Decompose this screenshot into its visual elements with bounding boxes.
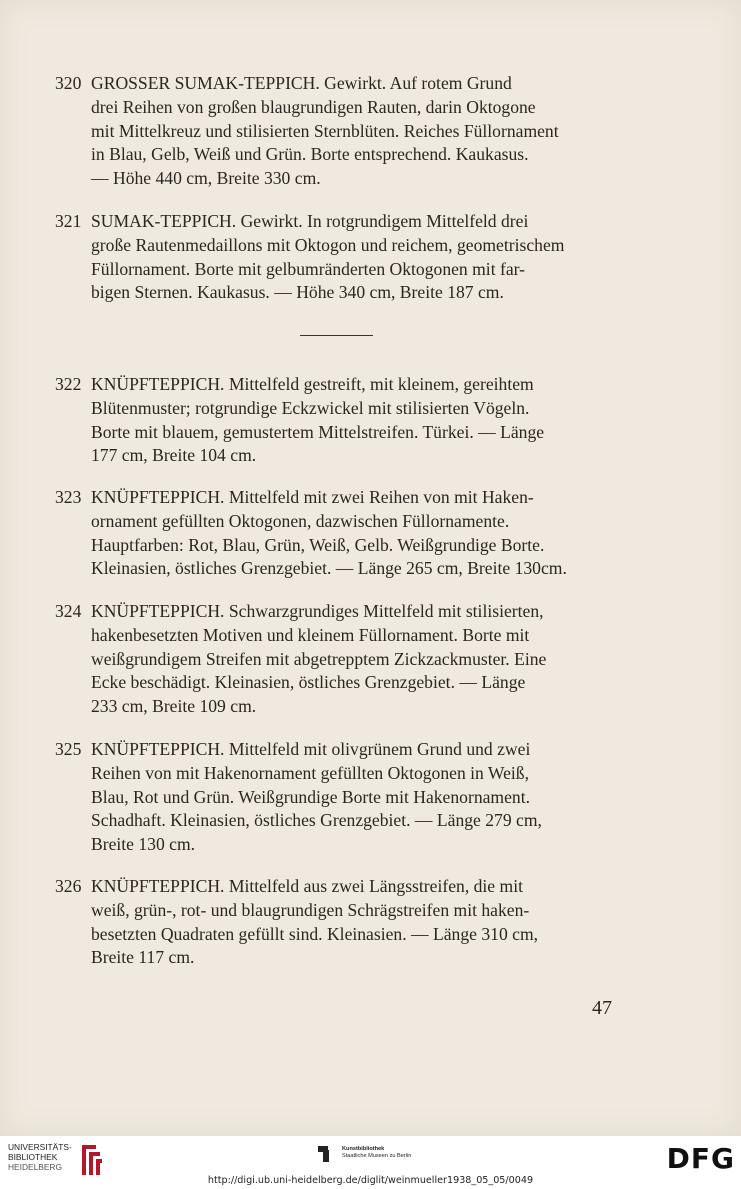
text-line: KNÜPFTEPPICH. Mittelfeld gestreift, mit kleinem, gereihtem <box>91 374 534 394</box>
catalog-entry-322 <box>55 373 617 468</box>
text-line: große Rautenmedaillons mit Oktogon und reichem, geometrischem <box>91 234 565 255</box>
logo-line: HEIDELBERG <box>8 1162 62 1172</box>
entry-text <box>91 72 617 191</box>
text-line: Schadhaft. Kleinasien, östliches Grenzgebiet. — Länge 279 cm, <box>91 810 542 831</box>
catalog-entry-325 <box>55 738 617 857</box>
lot-number: 326 <box>55 876 82 896</box>
logo-line: UNIVERSITÄTS- <box>8 1142 72 1152</box>
entry-text <box>91 373 617 468</box>
catalog-entry-321 <box>55 210 617 305</box>
text-line: Füllornament. Borte mit gelbumränderten Oktogonen mit far- <box>91 258 526 279</box>
entry-text <box>91 210 617 305</box>
text-line: 233 cm, Breite 109 cm. <box>91 696 257 717</box>
text-line: Reihen von mit Hakenornament gefüllten Oktogonen in Weiß, <box>91 762 530 783</box>
logo-line: Kunstbibliothek <box>342 1146 385 1152</box>
kunstbibliothek-wordmark <box>342 1146 411 1160</box>
footer-bar <box>0 1136 741 1189</box>
lot-number: 323 <box>55 487 82 507</box>
section-divider <box>300 335 373 336</box>
text-line: weiß, grün-, rot- und blaugrundigen Schrägstreifen mit haken- <box>91 899 530 920</box>
text-line: SUMAK-TEPPICH. Gewirkt. In rotgrundigem Mittelfeld drei <box>91 211 529 231</box>
entry-text <box>91 600 617 719</box>
permalink-url[interactable]: http://digi.ub.uni-heidelberg.de/diglit/weinmueller1938_05_05/0049 <box>207 1175 534 1186</box>
lot-number: 321 <box>55 211 82 231</box>
text-line: Blau, Rot und Grün. Weißgrundige Borte mit Hakenornament. <box>91 786 531 807</box>
lot-number: 322 <box>55 374 82 394</box>
entry-text <box>91 875 617 970</box>
lot-number: 325 <box>55 739 82 759</box>
text-line: in Blau, Gelb, Weiß und Grün. Borte entsprechend. Kaukasus. <box>91 144 529 165</box>
text-line: KNÜPFTEPPICH. Schwarzgrundiges Mittelfeld mit stilisierten, <box>91 601 544 621</box>
logo-line: Staatliche Museen zu Berlin <box>342 1153 412 1159</box>
entry-text <box>91 486 617 581</box>
lot-number: 324 <box>55 601 82 621</box>
text-line: drei Reihen von großen blaugrundigen Rauten, darin Oktogone <box>91 96 536 117</box>
text-line: — Höhe 440 cm, Breite 330 cm. <box>91 168 321 189</box>
text-line: KNÜPFTEPPICH. Mittelfeld mit zwei Reihen von mit Haken- <box>91 487 534 507</box>
page-number: 47 <box>592 997 612 1019</box>
kunstbibliothek-mark-icon <box>316 1144 340 1164</box>
university-library-wordmark <box>8 1142 78 1172</box>
text-line: besetzten Quadraten gefüllt sind. Kleinasien. — Länge 310 cm, <box>91 923 539 944</box>
kunstbibliothek-logo[interactable] <box>316 1144 436 1166</box>
text-line: bigen Sternen. Kaukasus. — Höhe 340 cm, Breite 187 cm. <box>91 282 504 303</box>
dfg-logo[interactable]: DFG <box>666 1142 735 1175</box>
text-line: ornament gefüllten Oktogonen, dazwischen Füllornamente. <box>91 510 510 531</box>
entry-text <box>91 738 617 857</box>
lot-number: 320 <box>55 73 82 93</box>
text-line: Breite 117 cm. <box>91 947 195 968</box>
text-line: hakenbesetzten Motiven und kleinem Füllornament. Borte mit <box>91 624 530 645</box>
catalog-entry-324 <box>55 600 617 719</box>
catalog-entry-320 <box>55 72 617 191</box>
text-line: Ecke beschädigt. Kleinasien, östliches Grenzgebiet. — Länge <box>91 672 526 693</box>
text-line: Borte mit blauem, gemustertem Mittelstreifen. Türkei. — Länge <box>91 421 545 442</box>
university-library-mark-icon <box>78 1143 104 1177</box>
text-line: Blütenmuster; rotgrundige Eckzwickel mit stilisierten Vögeln. <box>91 397 530 418</box>
text-line: 177 cm, Breite 104 cm. <box>91 445 257 466</box>
text-line: GROSSER SUMAK-TEPPICH. Gewirkt. Auf rotem Grund <box>91 73 512 93</box>
text-line: mit Mittelkreuz und stilisierten Sternblüten. Reiches Füllornament <box>91 120 559 141</box>
catalog-entry-326 <box>55 875 617 970</box>
university-library-logo[interactable] <box>8 1142 108 1178</box>
text-line: Kleinasien, östliches Grenzgebiet. — Länge 265 cm, Breite 130cm. <box>91 558 567 579</box>
text-line: weißgrundigem Streifen mit abgetrepptem Zickzackmuster. Eine <box>91 648 547 669</box>
catalog-entry-323 <box>55 486 617 581</box>
text-line: Hauptfarben: Rot, Blau, Grün, Weiß, Gelb. Weißgrundige Borte. <box>91 534 545 555</box>
text-line: KNÜPFTEPPICH. Mittelfeld mit olivgrünem Grund und zwei <box>91 739 531 759</box>
text-line: KNÜPFTEPPICH. Mittelfeld aus zwei Längsstreifen, die mit <box>91 876 523 896</box>
text-line: Breite 130 cm. <box>91 834 196 855</box>
logo-line: BIBLIOTHEK <box>8 1152 58 1162</box>
